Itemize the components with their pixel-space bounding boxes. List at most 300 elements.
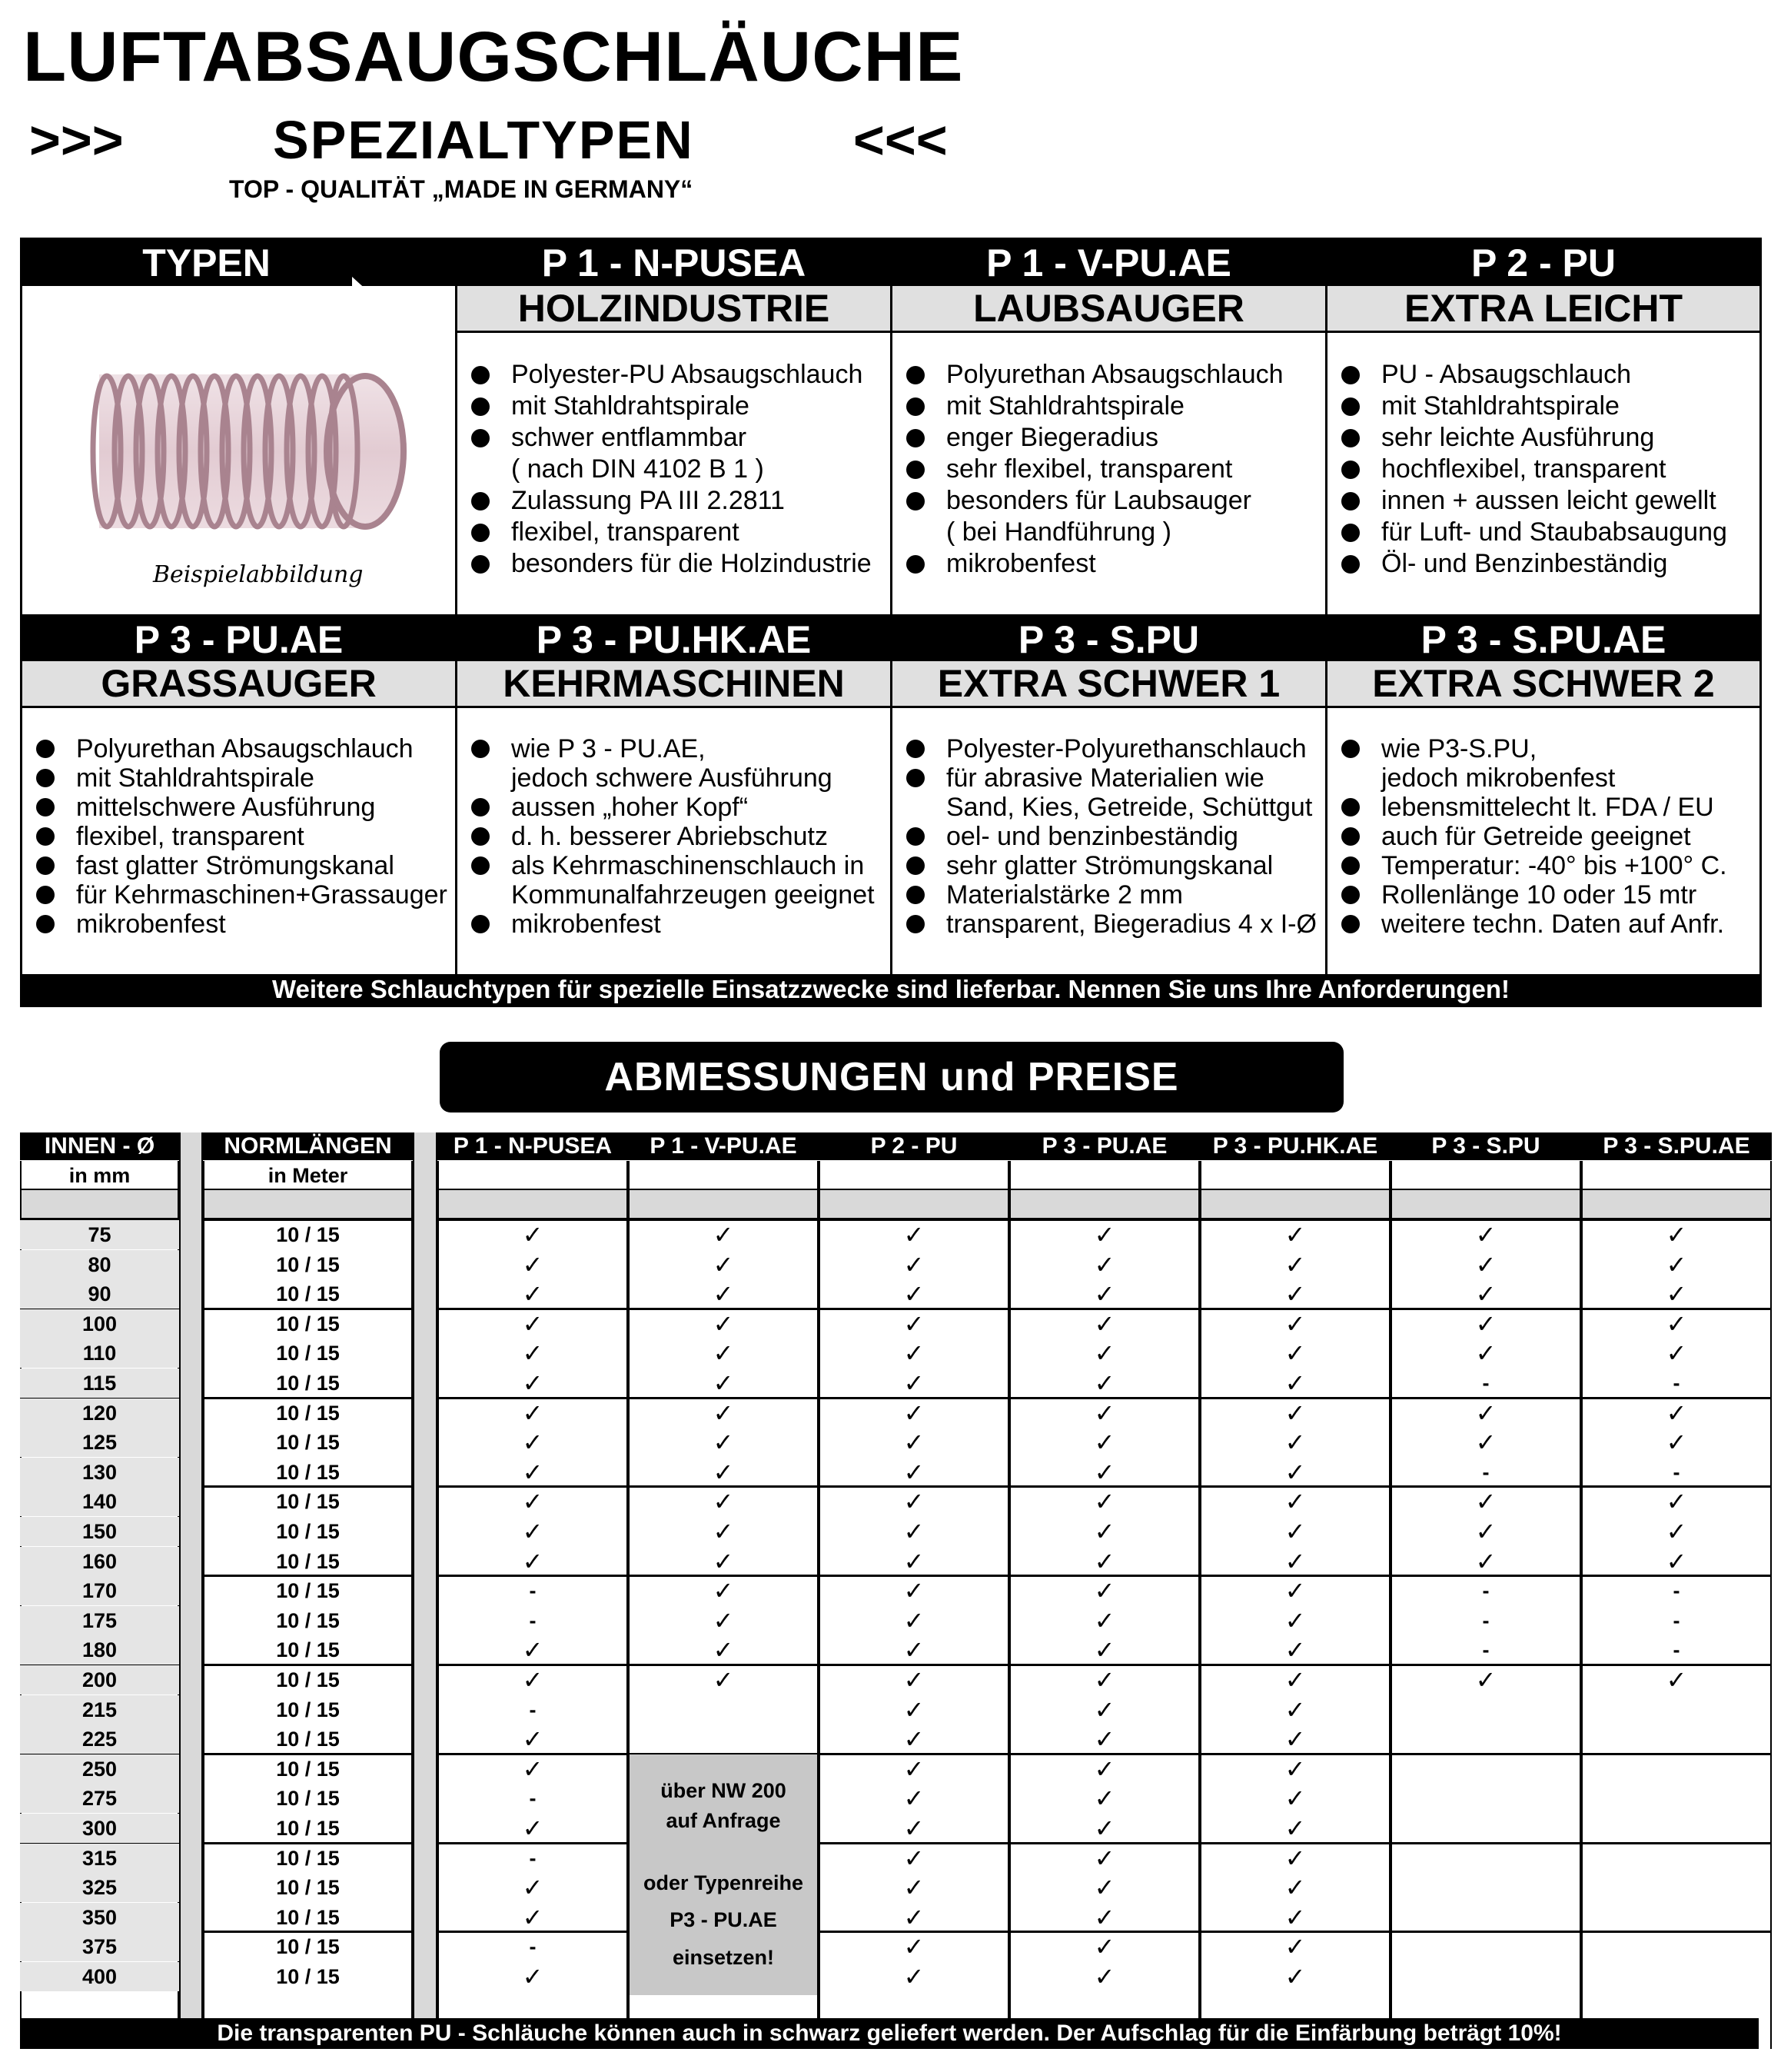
image-caption: Beispielabbildung — [153, 561, 364, 588]
check-icon: ✓ — [522, 1636, 543, 1665]
spacer-row — [819, 1190, 1009, 1219]
check-icon: ✓ — [1666, 1547, 1687, 1575]
check-icon: ✓ — [1094, 1903, 1115, 1931]
feature-item — [1327, 793, 1759, 822]
diameter-cell: 180 — [20, 1635, 179, 1665]
check-icon: ✓ — [1284, 1547, 1306, 1575]
check-icon: ✓ — [903, 1784, 925, 1813]
feature-item — [892, 910, 1325, 939]
feature-text: hochflexibel, transparent — [1381, 454, 1666, 484]
check-icon: ✓ — [1284, 1844, 1306, 1872]
note-text: über NW 200 — [660, 1779, 786, 1803]
type-column-extra-schwer-1 — [892, 661, 1327, 976]
check-icon: ✓ — [1094, 1606, 1115, 1635]
diameter-cell: 275 — [20, 1784, 179, 1813]
availability-cell — [1581, 1754, 1772, 1784]
feature-item — [457, 485, 890, 517]
bullet-icon — [906, 827, 925, 846]
bullet-icon — [1341, 524, 1360, 542]
check-icon: ✓ — [713, 1369, 734, 1397]
length-cell: 10 / 15 — [276, 1579, 340, 1603]
availability-cell: - — [1482, 1638, 1490, 1662]
check-icon: ✓ — [1094, 1666, 1115, 1694]
length-cell: 10 / 15 — [276, 1787, 340, 1811]
column-type — [1009, 1132, 1200, 2049]
column-type — [1200, 1132, 1391, 2049]
check-icon: ✓ — [1666, 1428, 1687, 1457]
feature-text: mit Stahldrahtspirale — [76, 763, 314, 793]
diameter-cell: 350 — [20, 1903, 179, 1932]
column-unit: in mm — [20, 1161, 179, 1190]
length-cell: 10 / 15 — [276, 1282, 340, 1306]
diameter-cell: 80 — [20, 1250, 179, 1279]
check-icon: ✓ — [1284, 1280, 1306, 1309]
feature-text: mittelschwere Ausführung — [76, 793, 376, 822]
type-code: P 3 - S.PU.AE — [1327, 617, 1759, 664]
diameter-cell: 125 — [20, 1428, 179, 1457]
availability-cell — [1391, 1903, 1581, 1932]
length-cell: 10 / 15 — [276, 1252, 340, 1276]
check-icon: ✓ — [713, 1518, 734, 1545]
feature-text: auch für Getreide geeignet — [1381, 822, 1691, 851]
check-icon: ✓ — [1284, 1250, 1306, 1279]
check-icon: ✓ — [1094, 1963, 1115, 1991]
check-icon: ✓ — [522, 1547, 543, 1575]
type-column-extra-schwer-2 — [1327, 661, 1759, 976]
diameter-cell: 160 — [20, 1547, 179, 1576]
example-image-cell — [22, 286, 457, 663]
column-unit — [628, 1161, 819, 1190]
check-icon: ✓ — [1475, 1428, 1497, 1457]
check-icon: ✓ — [903, 1636, 925, 1665]
check-icon: ✓ — [1094, 1814, 1115, 1842]
check-icon: ✓ — [1094, 1309, 1115, 1338]
check-icon: ✓ — [903, 1399, 925, 1427]
feature-item — [457, 422, 890, 454]
availability-cell — [628, 1695, 819, 1724]
length-cell: 10 / 15 — [276, 1520, 340, 1543]
feature-text: jedoch mikrobenfest — [1381, 763, 1616, 793]
length-cell: 10 / 15 — [276, 1401, 340, 1425]
check-icon: ✓ — [713, 1280, 734, 1309]
bullet-icon — [906, 397, 925, 416]
availability-cell — [1581, 1814, 1772, 1843]
check-icon: ✓ — [1094, 1547, 1115, 1575]
spacer-row — [1009, 1190, 1200, 1219]
check-icon: ✓ — [1284, 1309, 1306, 1338]
feature-text: oel- und benzinbeständig — [946, 822, 1238, 851]
check-icon: ✓ — [903, 1666, 925, 1694]
feature-item — [457, 391, 890, 422]
feature-list — [457, 734, 890, 939]
feature-text: PU - Absaugschlauch — [1381, 360, 1632, 389]
bullet-icon — [906, 555, 925, 574]
diameter-cell: 200 — [20, 1665, 179, 1695]
feature-text: für Kehrmaschinen+Grassauger — [76, 880, 447, 910]
feature-text: wie P 3 - PU.AE, — [511, 734, 706, 763]
check-icon: ✓ — [1094, 1754, 1115, 1783]
check-icon: ✓ — [713, 1458, 734, 1486]
check-icon: ✓ — [713, 1636, 734, 1665]
check-icon: ✓ — [713, 1666, 734, 1694]
feature-item — [892, 851, 1325, 880]
type-category: GRASSAUGER — [22, 661, 455, 708]
length-cell: 10 / 15 — [276, 1757, 340, 1781]
bullet-icon — [36, 915, 55, 933]
column-separator — [413, 1132, 437, 2049]
feature-item — [1327, 910, 1759, 939]
feature-list — [1327, 734, 1759, 939]
feature-item — [457, 517, 890, 548]
column-type — [1391, 1132, 1581, 2049]
feature-item — [892, 734, 1325, 763]
spacer-row — [628, 1190, 819, 1219]
check-icon: ✓ — [1666, 1221, 1687, 1249]
diameter-cell: 400 — [20, 1962, 179, 1991]
feature-text: besonders für die Holzindustrie — [511, 549, 872, 578]
note-text: P3 - PU.AE — [670, 1908, 777, 1932]
check-icon: ✓ — [1666, 1666, 1687, 1694]
diameter-cell: 315 — [20, 1844, 179, 1873]
check-icon: ✓ — [1475, 1488, 1497, 1516]
check-icon: ✓ — [1475, 1280, 1497, 1309]
feature-item — [457, 910, 890, 939]
diameter-cell: 130 — [20, 1458, 179, 1487]
feature-item — [1327, 359, 1759, 391]
check-icon: ✓ — [713, 1250, 734, 1279]
length-cell: 10 / 15 — [276, 1223, 340, 1246]
check-icon: ✓ — [1475, 1339, 1497, 1368]
availability-cell — [1581, 1873, 1772, 1902]
check-icon: ✓ — [903, 1963, 925, 1991]
check-icon: ✓ — [713, 1577, 734, 1605]
check-icon: ✓ — [1475, 1250, 1497, 1279]
diameter-cell: 150 — [20, 1517, 179, 1546]
feature-text: mit Stahldrahtspirale — [1381, 391, 1620, 421]
feature-item — [22, 910, 455, 939]
availability-cell: - — [1673, 1460, 1680, 1484]
bullet-icon — [471, 524, 490, 542]
feature-item — [1327, 822, 1759, 851]
availability-cell: - — [1482, 1608, 1490, 1632]
spacer-row — [437, 1190, 628, 1219]
length-cell: 10 / 15 — [276, 1668, 340, 1691]
check-icon: ✓ — [1475, 1399, 1497, 1427]
check-icon: ✓ — [522, 1725, 543, 1754]
feature-text: jedoch schwere Ausführung — [511, 763, 832, 793]
feature-text: sehr glatter Strömungskanal — [946, 851, 1274, 880]
feature-text: mit Stahldrahtspirale — [946, 391, 1185, 421]
check-icon: ✓ — [522, 1754, 543, 1783]
spacer-row — [1581, 1190, 1772, 1219]
check-icon: ✓ — [903, 1725, 925, 1754]
availability-cell — [1391, 1814, 1581, 1843]
diameter-cell: 300 — [20, 1814, 179, 1843]
check-icon: ✓ — [522, 1488, 543, 1516]
feature-text: mikrobenfest — [511, 910, 661, 939]
bullet-icon — [1341, 798, 1360, 816]
check-icon: ✓ — [903, 1547, 925, 1575]
check-icon: ✓ — [1284, 1933, 1306, 1961]
bullet-icon — [36, 827, 55, 846]
column-header: P 3 - PU.HK.AE — [1200, 1132, 1391, 1160]
availability-cell — [1391, 1844, 1581, 1873]
page-title: LUFTABSAUGSCHLÄUCHE — [23, 18, 964, 96]
type-category: LAUBSAUGER — [892, 286, 1325, 333]
quality-tagline: TOP - QUALITÄT „MADE IN GERMANY“ — [229, 175, 693, 203]
check-icon: ✓ — [1284, 1754, 1306, 1783]
diameter-cell: 325 — [20, 1873, 179, 1902]
feature-item — [892, 822, 1325, 851]
feature-item — [22, 880, 455, 910]
feature-item — [1327, 391, 1759, 422]
check-icon: ✓ — [1284, 1963, 1306, 1991]
bullet-icon — [1341, 366, 1360, 384]
check-icon: ✓ — [903, 1903, 925, 1931]
check-icon: ✓ — [1094, 1428, 1115, 1457]
check-icon: ✓ — [903, 1488, 925, 1516]
column-header: NORMLÄNGEN — [203, 1132, 413, 1160]
feature-item — [892, 793, 1325, 822]
feature-item — [22, 822, 455, 851]
subtitle: SPEZIALTYPEN — [273, 110, 694, 170]
check-icon: ✓ — [522, 1458, 543, 1486]
check-icon: ✓ — [1666, 1339, 1687, 1368]
feature-text: wie P3-S.PU, — [1381, 734, 1537, 763]
check-icon: ✓ — [1094, 1577, 1115, 1605]
feature-text: Rollenlänge 10 oder 15 mtr — [1381, 880, 1697, 910]
column-unit — [1009, 1161, 1200, 1190]
length-cell: 10 / 15 — [276, 1312, 340, 1335]
check-icon: ✓ — [1284, 1428, 1306, 1457]
feature-text: Polyurethan Absaugschlauch — [946, 360, 1284, 389]
feature-text: weitere techn. Daten auf Anfr. — [1381, 910, 1725, 939]
check-icon: ✓ — [1094, 1695, 1115, 1724]
note-text: einsetzen! — [672, 1945, 775, 1969]
feature-text: Sand, Kies, Getreide, Schüttgut — [946, 793, 1313, 822]
bullet-icon — [906, 740, 925, 758]
type-category: KEHRMASCHINEN — [457, 661, 890, 708]
feature-text: für Luft- und Staubabsaugung — [1381, 517, 1727, 547]
spacer-row — [203, 1190, 413, 1219]
column-type — [1581, 1132, 1772, 2049]
feature-text: ( nach DIN 4102 B 1 ) — [511, 454, 764, 484]
feature-item — [1327, 763, 1759, 793]
check-icon: ✓ — [903, 1280, 925, 1309]
length-cell: 10 / 15 — [276, 1965, 340, 1988]
availability-cell: - — [1482, 1460, 1490, 1484]
feature-item — [892, 517, 1325, 548]
check-icon: ✓ — [1284, 1458, 1306, 1486]
feature-list — [1327, 359, 1759, 580]
check-icon: ✓ — [1284, 1606, 1306, 1635]
check-icon: ✓ — [1284, 1695, 1306, 1724]
bullet-icon — [906, 915, 925, 933]
availability-cell — [1391, 1695, 1581, 1724]
feature-text: Zulassung PA III 2.2811 — [511, 486, 785, 515]
check-icon: ✓ — [903, 1606, 925, 1635]
length-cell: 10 / 15 — [276, 1817, 340, 1840]
check-icon: ✓ — [1094, 1458, 1115, 1486]
check-icon: ✓ — [522, 1428, 543, 1457]
check-icon: ✓ — [1284, 1725, 1306, 1754]
feature-item — [892, 359, 1325, 391]
feature-text: innen + aussen leicht gewellt — [1381, 486, 1716, 515]
bullet-icon — [36, 740, 55, 758]
availability-cell — [1391, 1873, 1581, 1902]
bullet-icon — [471, 740, 490, 758]
diameter-cell: 375 — [20, 1932, 179, 1961]
check-icon: ✓ — [1284, 1666, 1306, 1694]
sizes-table — [20, 1132, 1759, 2049]
diameter-cell: 100 — [20, 1309, 179, 1339]
bullet-icon — [1341, 492, 1360, 511]
bullet-icon — [906, 366, 925, 384]
availability-cell — [1581, 1903, 1772, 1932]
bullet-icon — [906, 856, 925, 875]
diameter-cell: 140 — [20, 1487, 179, 1516]
length-cell: 10 / 15 — [276, 1846, 340, 1870]
diameter-cell: 90 — [20, 1279, 179, 1309]
bullet-icon — [471, 555, 490, 574]
column-type — [819, 1132, 1009, 2049]
availability-cell: - — [1673, 1638, 1680, 1662]
feature-text: besonders für Laubsauger — [946, 486, 1251, 515]
subtitle-arrows-right: <<< — [853, 110, 948, 170]
feature-item — [457, 734, 890, 763]
feature-text: fast glatter Strömungskanal — [76, 851, 394, 880]
bullet-icon — [1341, 740, 1360, 758]
feature-text: mikrobenfest — [76, 910, 226, 939]
column-header: P 1 - N-PUSEA — [437, 1132, 628, 1160]
check-icon: ✓ — [903, 1844, 925, 1872]
availability-cell: - — [529, 1846, 537, 1870]
section-title: ABMESSUNGEN und PREISE — [440, 1042, 1344, 1112]
bullet-icon — [1341, 461, 1360, 479]
availability-cell: - — [1673, 1608, 1680, 1632]
feature-list — [892, 734, 1325, 939]
bullet-icon — [1341, 429, 1360, 447]
feature-text: mikrobenfest — [946, 549, 1096, 578]
bullet-icon — [36, 856, 55, 875]
check-icon: ✓ — [1284, 1339, 1306, 1368]
diameter-cell: 120 — [20, 1399, 179, 1428]
feature-text: Öl- und Benzinbeständig — [1381, 549, 1668, 578]
type-column-laubsauger — [892, 286, 1327, 663]
length-cell: 10 / 15 — [276, 1935, 340, 1959]
bullet-icon — [471, 366, 490, 384]
diameter-cell: 225 — [20, 1724, 179, 1754]
bullet-icon — [471, 827, 490, 846]
spacer-row — [20, 1190, 179, 1219]
feature-item — [892, 880, 1325, 910]
bullet-icon — [471, 856, 490, 875]
bullet-icon — [1341, 886, 1360, 904]
check-icon: ✓ — [903, 1874, 925, 1902]
check-icon: ✓ — [1094, 1636, 1115, 1665]
check-icon: ✓ — [1094, 1280, 1115, 1309]
bullet-icon — [36, 798, 55, 816]
bullet-icon — [906, 886, 925, 904]
feature-item — [22, 851, 455, 880]
bullet-icon — [36, 886, 55, 904]
diameter-cell: 110 — [20, 1339, 179, 1368]
availability-cell — [1391, 1754, 1581, 1784]
check-icon: ✓ — [1284, 1399, 1306, 1427]
check-icon: ✓ — [522, 1339, 543, 1368]
check-icon: ✓ — [522, 1874, 543, 1902]
length-cell: 10 / 15 — [276, 1638, 340, 1662]
check-icon: ✓ — [1666, 1488, 1687, 1516]
availability-cell — [1391, 1932, 1581, 1961]
feature-item — [457, 763, 890, 793]
check-icon: ✓ — [903, 1577, 925, 1605]
length-cell: 10 / 15 — [276, 1460, 340, 1484]
bullet-icon — [906, 769, 925, 787]
availability-cell: - — [529, 1579, 537, 1603]
check-icon: ✓ — [1284, 1518, 1306, 1545]
column-unit: in Meter — [203, 1161, 413, 1190]
column-unit — [1391, 1161, 1581, 1190]
availability-cell — [1581, 1844, 1772, 1873]
check-icon: ✓ — [522, 1399, 543, 1427]
check-icon: ✓ — [522, 1518, 543, 1545]
check-icon: ✓ — [903, 1309, 925, 1338]
bullet-icon — [1341, 555, 1360, 574]
check-icon: ✓ — [1666, 1518, 1687, 1545]
feature-item — [457, 793, 890, 822]
feature-item — [892, 454, 1325, 485]
availability-cell: - — [529, 1698, 537, 1721]
diameter-cell: 175 — [20, 1606, 179, 1635]
feature-text: aussen „hoher Kopf“ — [511, 793, 749, 822]
length-cell: 10 / 15 — [276, 1728, 340, 1751]
feature-list — [457, 359, 890, 580]
bullet-icon — [36, 769, 55, 787]
bullet-icon — [1341, 397, 1360, 416]
check-icon: ✓ — [1475, 1309, 1497, 1338]
type-code: P 2 - PU — [1327, 240, 1759, 286]
feature-text: sehr leichte Ausführung — [1381, 423, 1655, 452]
check-icon: ✓ — [903, 1814, 925, 1842]
length-cell: 10 / 15 — [276, 1372, 340, 1395]
bullet-icon — [1341, 856, 1360, 875]
check-icon: ✓ — [903, 1754, 925, 1783]
check-icon: ✓ — [522, 1963, 543, 1991]
check-icon: ✓ — [1284, 1636, 1306, 1665]
check-icon: ✓ — [1284, 1903, 1306, 1931]
subtitle-arrows-left: >>> — [29, 110, 124, 170]
feature-item — [22, 793, 455, 822]
feature-list — [22, 734, 455, 939]
feature-text: d. h. besserer Abriebschutz — [511, 822, 829, 851]
type-code: P 1 - V-PU.AE — [892, 240, 1327, 286]
availability-cell — [1581, 1724, 1772, 1754]
bullet-icon — [906, 461, 925, 479]
column-header: INNEN - Ø — [20, 1132, 179, 1160]
length-cell: 10 / 15 — [276, 1698, 340, 1721]
availability-cell: - — [529, 1608, 537, 1632]
check-icon: ✓ — [1094, 1933, 1115, 1961]
type-column-grassauger — [22, 661, 457, 976]
availability-cell: - — [1482, 1372, 1490, 1395]
column-header: P 3 - PU.AE — [1009, 1132, 1200, 1160]
check-icon: ✓ — [1094, 1399, 1115, 1427]
column-diameter — [20, 1132, 179, 2049]
length-cell: 10 / 15 — [276, 1876, 340, 1900]
check-icon: ✓ — [1475, 1518, 1497, 1545]
type-column-extra-leicht — [1327, 286, 1759, 663]
